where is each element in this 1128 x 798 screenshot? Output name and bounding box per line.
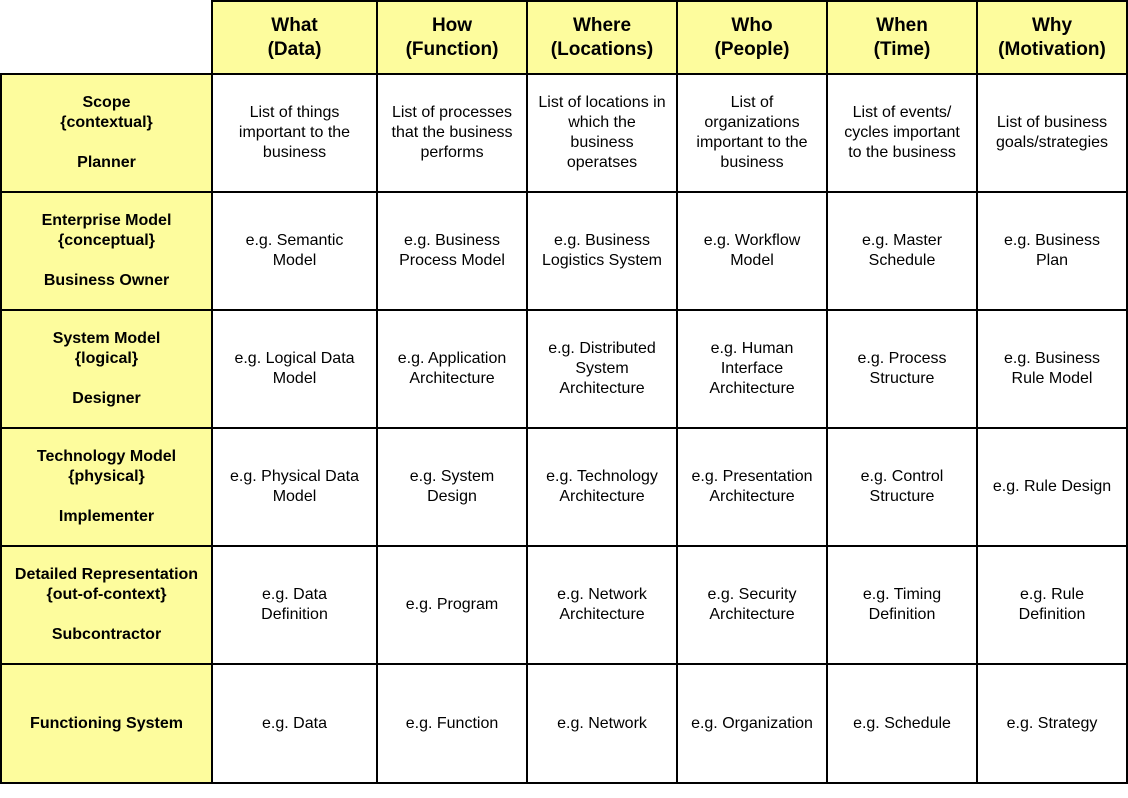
cell-text-line: performs	[420, 144, 484, 161]
cell-text-line: e.g. Presentation	[691, 468, 813, 485]
framework-cell	[527, 192, 677, 310]
cell-text-line: e.g. Rule Design	[992, 478, 1112, 495]
row-header-perspective: {contextual}	[60, 114, 153, 131]
row-header-role: Planner	[77, 154, 136, 171]
cell-text-line: e.g. Data	[262, 586, 327, 603]
row-header-enterprise-model	[1, 192, 212, 310]
cell-text-line: List of processes	[391, 104, 513, 121]
cell-text-line: business	[570, 134, 634, 151]
framework-cell	[212, 664, 377, 783]
row-header-spacer	[6, 487, 207, 507]
framework-cell	[527, 664, 677, 783]
cell-text-line: goals/strategies	[995, 134, 1109, 151]
cell-text-line: Rule Model	[1011, 370, 1093, 387]
framework-cell	[377, 310, 527, 428]
row-header-system-model	[1, 310, 212, 428]
row-header-spacer	[6, 251, 207, 271]
framework-cell	[527, 74, 677, 192]
row-header-spacer	[6, 605, 207, 625]
framework-cell	[377, 546, 527, 664]
table-row	[1, 428, 1127, 546]
cell-text-line: Architecture	[559, 606, 645, 623]
cell-text-line: e.g. Strategy	[1006, 714, 1098, 732]
table-body	[1, 74, 1127, 783]
cell-text-line: e.g. Physical Data	[230, 468, 359, 485]
row-header-perspective: {out-of-context}	[46, 586, 167, 603]
framework-cell	[977, 664, 1127, 783]
framework-cell	[677, 192, 827, 310]
framework-cell	[212, 74, 377, 192]
framework-cell	[212, 192, 377, 310]
cell-text-line: Definition	[868, 606, 936, 623]
framework-cell	[977, 310, 1127, 428]
column-header-line: (Time)	[873, 38, 931, 60]
cell-text-line: e.g. Process	[857, 350, 947, 367]
cell-text-line: Definition	[1018, 606, 1086, 623]
framework-cell	[827, 546, 977, 664]
cell-text-line: Model	[730, 252, 774, 269]
cell-text-line: business	[262, 144, 327, 161]
cell-text-line: Architecture	[709, 606, 795, 623]
header-row	[1, 1, 1127, 74]
framework-cell	[677, 310, 827, 428]
table-row	[1, 192, 1127, 310]
column-header-why	[977, 1, 1127, 74]
cell-text-line: List of business	[996, 114, 1108, 131]
framework-cell	[977, 192, 1127, 310]
framework-cell	[212, 546, 377, 664]
framework-cell	[827, 310, 977, 428]
column-header-line: Who	[731, 14, 773, 36]
cell-text-line: e.g. Function	[405, 714, 499, 732]
framework-cell	[827, 428, 977, 546]
row-header-detailed-representation	[1, 546, 212, 664]
column-header-line: Why	[1031, 14, 1073, 36]
cell-text-line: Architecture	[409, 370, 495, 387]
column-header-line: (Locations)	[550, 38, 654, 60]
row-header-role: Designer	[72, 390, 141, 407]
framework-cell	[377, 664, 527, 783]
cell-text-line: e.g. Network	[557, 714, 647, 732]
cell-text-line: Model	[272, 488, 317, 505]
cell-text-line: to the business	[848, 144, 956, 161]
cell-text-line: Design	[427, 488, 477, 505]
cell-text-line: Process Model	[399, 252, 505, 269]
cell-text-line: Logistics System	[541, 252, 663, 269]
row-header-title: System Model	[52, 330, 161, 347]
cell-text-line: e.g. Control	[860, 468, 944, 485]
cell-text-line: e.g. Organization	[691, 714, 813, 732]
column-header-line: (Function)	[405, 38, 499, 60]
column-header-line: How	[431, 14, 473, 36]
table-row	[1, 74, 1127, 192]
column-header-what	[212, 1, 377, 74]
row-header-role: Subcontractor	[51, 626, 162, 643]
cell-text-line: e.g. System	[409, 468, 495, 485]
cell-text-line: Schedule	[868, 252, 936, 269]
cell-text-line: e.g. Human	[710, 340, 794, 357]
framework-cell	[527, 428, 677, 546]
column-header-where	[527, 1, 677, 74]
framework-cell	[377, 428, 527, 546]
column-header-line: Where	[572, 14, 632, 36]
framework-cell	[977, 74, 1127, 192]
cell-text-line: Architecture	[559, 380, 645, 397]
cell-text-line: e.g. Security	[707, 586, 797, 603]
column-header-line: (Motivation)	[998, 38, 1106, 60]
cell-text-line: e.g. Distributed	[548, 340, 656, 357]
cell-text-line: Interface	[720, 360, 784, 377]
cell-text-line: e.g. Business	[1003, 232, 1101, 249]
cell-text-line: Architecture	[709, 380, 795, 397]
cell-text-line: important to the	[696, 134, 808, 151]
row-header-perspective: {physical}	[68, 468, 145, 485]
cell-text-line: important to the	[238, 124, 351, 141]
column-header-line: When	[876, 14, 928, 36]
row-header-scope	[1, 74, 212, 192]
cell-text-line: operatses	[566, 154, 638, 171]
cell-text-line: List of events/	[852, 104, 952, 121]
cell-text-line: Model	[272, 252, 317, 269]
row-header-spacer	[6, 133, 207, 153]
table-row	[1, 546, 1127, 664]
framework-cell	[527, 310, 677, 428]
cell-text-line: Plan	[1035, 252, 1069, 269]
cell-text-line: System	[575, 360, 629, 377]
framework-cell	[212, 428, 377, 546]
cell-text-line: List of	[730, 94, 774, 111]
column-header-who	[677, 1, 827, 74]
framework-cell	[677, 664, 827, 783]
cell-text-line: Architecture	[709, 488, 795, 505]
cell-text-line: e.g. Business	[403, 232, 501, 249]
cell-text-line: e.g. Semantic	[245, 232, 344, 249]
cell-text-line: that the business	[391, 124, 513, 141]
cell-text-line: business	[720, 154, 784, 171]
cell-text-line: e.g. Program	[405, 596, 499, 613]
column-header-how	[377, 1, 527, 74]
cell-text-line: Model	[272, 370, 317, 387]
row-header-title: Technology Model	[36, 448, 177, 465]
row-header-title: Enterprise Model	[41, 212, 172, 229]
framework-cell	[212, 310, 377, 428]
cell-text-line: Structure	[869, 370, 935, 387]
column-header-line: (People)	[714, 38, 790, 60]
cell-text-line: e.g. Schedule	[853, 714, 951, 732]
cell-text-line: Structure	[869, 488, 935, 505]
framework-cell	[527, 546, 677, 664]
framework-cell	[677, 428, 827, 546]
row-header-functioning-system	[1, 664, 212, 783]
framework-cell	[977, 428, 1127, 546]
cell-text-line: List of locations in	[538, 94, 666, 111]
table-row	[1, 310, 1127, 428]
framework-cell	[677, 546, 827, 664]
column-header-line: What	[271, 14, 318, 36]
framework-cell	[977, 546, 1127, 664]
column-header-when	[827, 1, 977, 74]
cell-text-line: e.g. Logical Data	[234, 350, 355, 367]
row-header-title: Functioning System	[30, 714, 183, 732]
cell-text-line: Definition	[261, 606, 328, 623]
cell-text-line: cycles important	[844, 124, 960, 141]
framework-cell	[827, 664, 977, 783]
cell-text-line: e.g. Workflow	[703, 232, 801, 249]
cell-text-line: e.g. Timing	[862, 586, 942, 603]
corner-cell	[1, 1, 212, 74]
framework-cell	[377, 192, 527, 310]
cell-text-line: which the	[568, 114, 636, 131]
row-header-role: Implementer	[58, 508, 155, 525]
cell-text-line: Architecture	[559, 488, 645, 505]
row-header-perspective: {logical}	[74, 350, 139, 367]
cell-text-line: e.g. Rule	[1019, 586, 1085, 603]
cell-text-line: e.g. Technology	[546, 468, 658, 485]
row-header-spacer	[6, 369, 207, 389]
column-header-line: (Data)	[267, 38, 322, 60]
table-row	[1, 664, 1127, 783]
row-header-title: Scope	[82, 94, 131, 111]
framework-cell	[827, 74, 977, 192]
cell-text-line: e.g. Business	[1003, 350, 1101, 367]
cell-text-line: e.g. Application	[397, 350, 507, 367]
cell-text-line: organizations	[704, 114, 800, 131]
framework-cell	[377, 74, 527, 192]
cell-text-line: e.g. Business	[553, 232, 651, 249]
cell-text-line: e.g. Network	[557, 586, 647, 603]
cell-text-line: List of things	[249, 104, 340, 121]
row-header-role: Business Owner	[43, 272, 170, 289]
row-header-technology-model	[1, 428, 212, 546]
framework-cell	[827, 192, 977, 310]
row-header-title: Detailed Representation	[14, 566, 199, 583]
framework-cell	[677, 74, 827, 192]
row-header-perspective: {conceptual}	[58, 232, 155, 249]
cell-text-line: e.g. Master	[861, 232, 943, 249]
cell-text-line: e.g. Data	[262, 714, 327, 732]
